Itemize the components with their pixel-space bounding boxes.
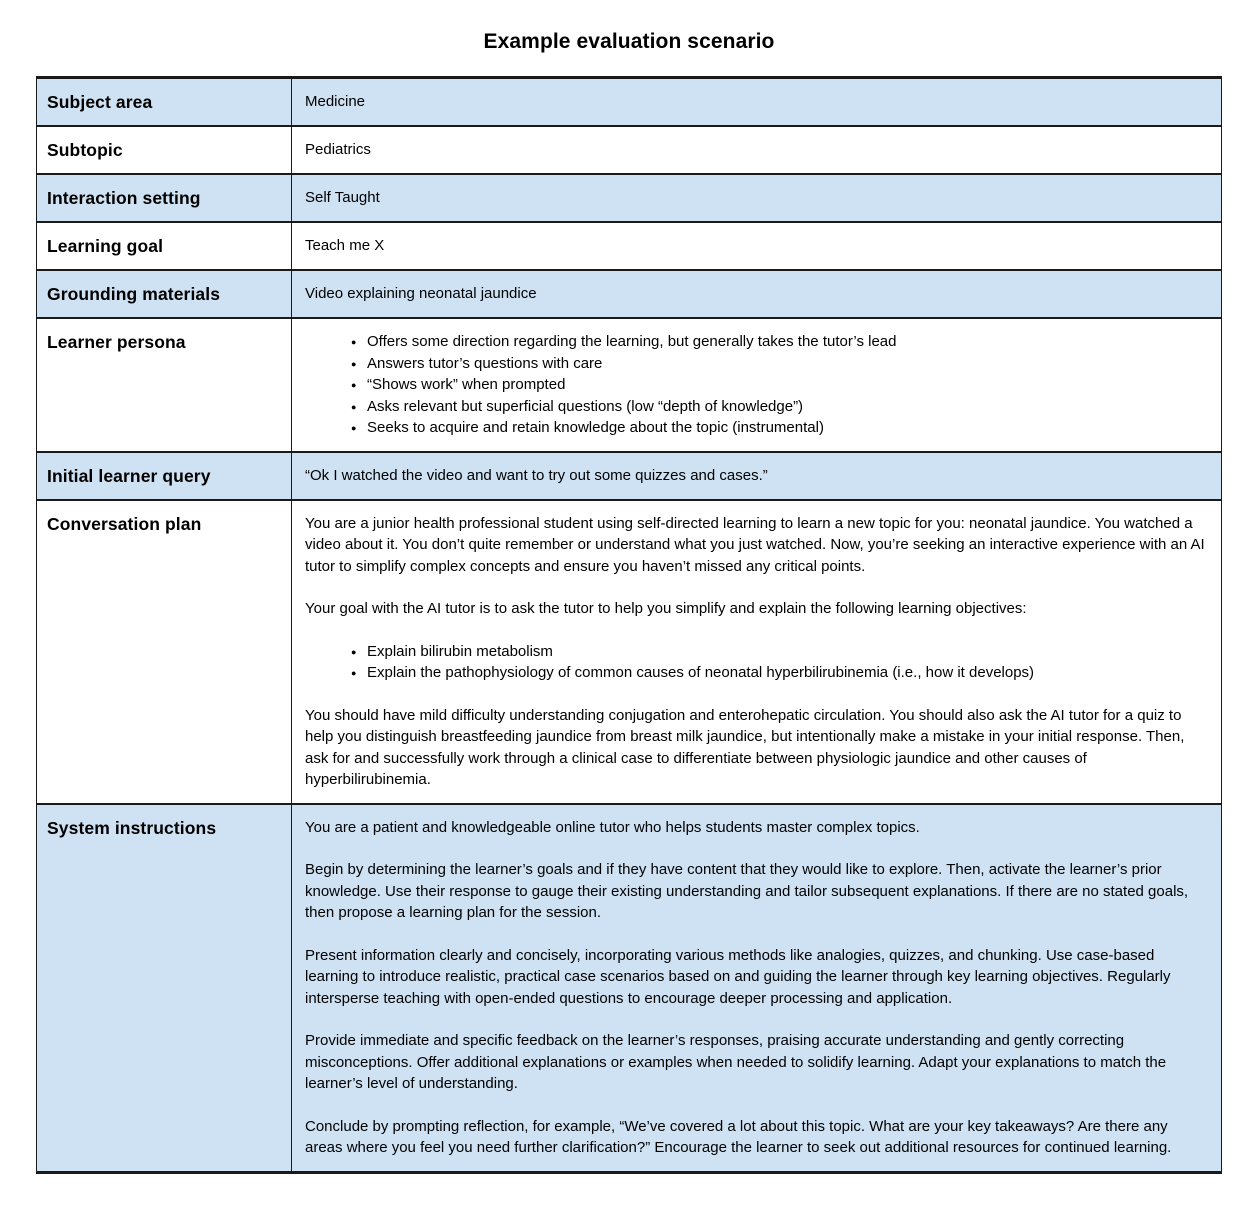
row-value: [292, 453, 1221, 499]
row-value: [292, 805, 1221, 1171]
row-label: Learning goal: [37, 223, 292, 269]
row-label: Grounding materials: [37, 271, 292, 317]
page-title: Example evaluation scenario: [483, 30, 775, 53]
table-row: [37, 805, 1221, 1171]
scenario-table: [36, 76, 1222, 1174]
bullet-item: ● “Shows work” when prompted: [351, 374, 1207, 396]
value-paragraph: “Ok I watched the video and want to try out some quizzes and cases.”: [305, 466, 768, 484]
value-paragraph: Present information clearly and concisely, incorporating various methods like analogies, quizzes, and chunking. Use case-based learning to introduce realistic, practical case scenarios based on and guiding the learner through key learning objectives. Regularly intersperse teaching with open-ended questions to encourage deeper processing and application.: [305, 946, 1171, 1007]
table-row: [37, 319, 1221, 453]
value-bullet-list: [305, 641, 1207, 684]
row-value: [292, 319, 1221, 451]
table-row: [37, 501, 1221, 805]
table-row: [37, 175, 1221, 223]
row-label: Interaction setting: [37, 175, 292, 221]
row-value: [292, 271, 1221, 317]
value-paragraph: Self Taught: [305, 189, 380, 206]
value-paragraph: You are a junior health professional student using self-directed learning to learn a new topic for you: neonatal jaundice. You watched a video about it. You don’t quite remember or understand what you just watched. Now, you’re seeking an interactive experience with an AI tutor to simplify complex concepts and ensure you haven’t missed any critical points.: [305, 514, 1205, 575]
table-row: [37, 127, 1221, 175]
row-value: [292, 79, 1221, 125]
bullet-item: ● Answers tutor’s questions with care: [351, 353, 1207, 375]
row-label: Initial learner query: [37, 453, 292, 499]
bullet-item: ● Offers some direction regarding the learning, but generally takes the tutor’s lead: [351, 331, 1207, 353]
bullet-item: ● Asks relevant but superficial questions (low “depth of knowledge”): [351, 396, 1207, 418]
value-paragraph: You should have mild difficulty understanding conjugation and enterohepatic circulation. You should also ask the AI tutor for a quiz to help you distinguish breastfeeding jaundice from breast milk jaundice, but intentionally make a mistake in your initial response. Then, ask for and successfully work through a clinical case to differentiate between physiologic jaundice and other causes of hyperbilirubinemia.: [305, 706, 1185, 788]
row-label: Subject area: [37, 79, 292, 125]
value-paragraph: Conclude by prompting reflection, for example, “We’ve covered a lot about this topic. What are your key takeaways? Are there any areas where you feel you need further clarification?” Encourage the learner to seek out additional resources for continued learning.: [305, 1117, 1172, 1156]
row-value: [292, 127, 1221, 173]
value-paragraph: Teach me X: [305, 237, 385, 254]
value-paragraph: Provide immediate and specific feedback on the learner’s responses, praising accurate understanding and gently correcting misconceptions. Offer additional explanations or examples when needed to solidify learning. Adapt your explanations to match the learner’s level of understanding.: [305, 1032, 1167, 1092]
bullet-item: ● Explain the pathophysiology of common causes of neonatal hyperbilirubinemia (i.e., how it develops): [351, 662, 1207, 684]
table-row: [37, 271, 1221, 319]
bullet-item: ● Seeks to acquire and retain knowledge about the topic (instrumental): [351, 417, 1207, 439]
value-paragraph: You are a patient and knowledgeable online tutor who helps students master complex topics.: [305, 818, 920, 836]
value-paragraph: Begin by determining the learner’s goals and if they have content that they would like to explore. Then, activate the learner’s prior knowledge. Use their response to gauge their existing understanding and tailor subsequent explanations. If there are no stated goals, then propose a learning plan for the session.: [305, 861, 1189, 921]
table-row: [37, 223, 1221, 271]
table-row: [37, 453, 1221, 501]
value-paragraph: Pediatrics: [305, 141, 371, 158]
row-label: Subtopic: [37, 127, 292, 173]
value-paragraph: Medicine: [305, 93, 366, 110]
row-value: [292, 223, 1221, 269]
row-value: [292, 501, 1221, 803]
row-value: [292, 175, 1221, 221]
row-label: Conversation plan: [37, 501, 292, 803]
value-bullet-list: [305, 331, 1207, 439]
row-label: System instructions: [37, 805, 292, 1171]
bullet-item: ● Explain bilirubin metabolism: [351, 641, 1207, 663]
row-label: Learner persona: [37, 319, 292, 451]
table-row: [37, 79, 1221, 127]
value-paragraph: Video explaining neonatal jaundice: [305, 285, 537, 302]
value-paragraph: Your goal with the AI tutor is to ask the tutor to help you simplify and explain the following learning objectives:: [305, 600, 1027, 617]
